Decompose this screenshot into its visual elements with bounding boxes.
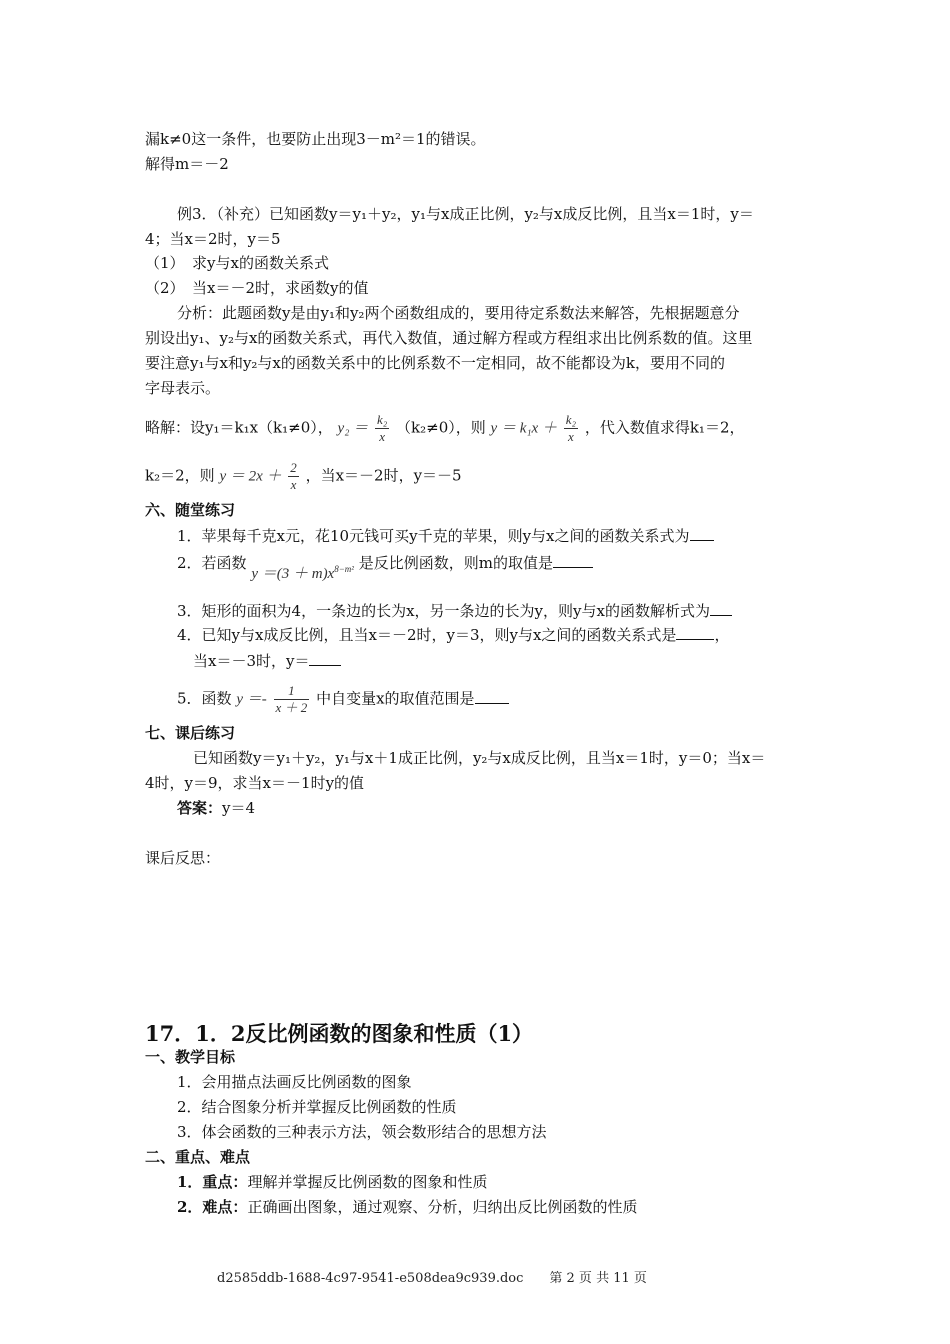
question-2: （2） 当x＝－2时，求函数y的值 [145, 279, 369, 297]
answer-line: 答案：y＝4 [177, 799, 256, 817]
text-segment: （k₂≠0），则 [396, 418, 486, 437]
fraction-k2-over-x: $\frac{\text{k₂}}{x}$ [376, 412, 388, 444]
difficult-point: 2．难点：正确画出图象，通过观察、分析，归纳出反比例函数的性质 [177, 1198, 638, 1216]
section-title: 17．1．2反比例函数的图象和性质（1） [145, 1021, 534, 1046]
example3-line2: 4；当x＝2时，y＝5 [145, 230, 281, 248]
analysis-line: 分析：此题函数y是由y₁和y₂两个函数组成的，要用待定系数法来解答，先根据题意分 [177, 304, 740, 322]
formula-y: y ＝ k₁x ＋ [490, 420, 557, 437]
text-segment: ，当x＝－2时，y＝－5 [305, 466, 462, 485]
goal-item: 3．体会函数的三种表示方法，领会数形结合的思想方法 [177, 1123, 547, 1141]
text-segment: 是反比例函数，则m的取值是 [358, 554, 554, 572]
solution-line1 [145, 412, 745, 445]
text-segment: 5．函数 [177, 689, 232, 708]
practice-item [177, 551, 593, 582]
homework-line: 4时，y＝9，求当x＝－1时y的值 [145, 774, 365, 792]
practice-item-cont: 当x＝－3时，y＝ [193, 649, 341, 672]
section-heading: 六、随堂练习 [145, 501, 236, 519]
solution-line2 [145, 460, 462, 493]
text-segment: 中自变量x的取值范围是 [316, 689, 475, 708]
practice-item [177, 683, 509, 716]
practice-item: 1．苹果每千克x元，花10元钱可买y千克的苹果，则y与x之间的函数关系式为 [177, 524, 714, 547]
text-segment: 略解：设y₁＝k₁x（k₁≠0）， [145, 418, 333, 437]
analysis-line: 要注意y₁与x和y₂与x的函数关系中的比例系数不一定相同，故不能都设为k，要用不同的 [145, 354, 725, 372]
fraction-k2-over-x: $\frac{\text{k₂}}{x}$ [565, 412, 577, 444]
homework-line: 已知函数y＝y₁＋y₂，y₁与x＋1成正比例，y₂与x成反比例，且当x＝1时，y＝0；当x＝ [193, 749, 766, 767]
analysis-line: 别设出y₁、y₂与x的函数关系式，再代入数值，通过解方程或方程组求出比例系数的值。这里 [145, 329, 753, 347]
fraction-1-over-x-plus-2: $\frac{1}{x + 2}$ [275, 683, 308, 715]
formula-y-2x: y ＝ 2x ＋ [219, 468, 282, 485]
text-segment: k₂＝2，则 [145, 466, 215, 485]
question-1: （1） 求y与x的函数关系式 [145, 254, 329, 272]
section-heading: 一、教学目标 [145, 1048, 236, 1066]
analysis-line: 字母表示。 [145, 379, 221, 397]
example3-line1: 例3．（补充）已知函数y＝y₁＋y₂，y₁与x成正比例，y₂与x成反比例，且当x＝1时，y＝ [177, 205, 754, 223]
formula-y: y ＝- [236, 691, 267, 708]
text-segment: 2．若函数 [177, 554, 247, 572]
reflection-label: 课后反思： [145, 849, 221, 867]
page-footer: d2585ddb-1688-4c97-9541-e508dea9c939.doc 第 2 页 共 11 页 [217, 1271, 647, 1286]
goal-item: 2．结合图象分析并掌握反比例函数的性质 [177, 1098, 457, 1116]
key-point: 1．重点：理解并掌握反比例函数的图象和性质 [177, 1173, 488, 1191]
text-line: 解得m＝－2 [145, 155, 229, 173]
text-segment: ，代入数值求得k₁＝2， [584, 418, 745, 437]
fraction-2-over-x: $\frac{2}{x}$ [290, 460, 297, 492]
goal-item: 1．会用描点法画反比例函数的图象 [177, 1073, 412, 1091]
text-line: 漏k≠0这一条件，也要防止出现3－m²＝1的错误。 [145, 130, 486, 148]
formula-y2: y₂ ＝ [337, 420, 369, 437]
practice-item: 4．已知y与x成反比例，且当x＝－2时，y＝3，则y与x之间的函数关系式是 ， [177, 623, 729, 646]
practice-item: 3．矩形的面积为4，一条边的长为x，另一条边的长为y，则y与x的函数解析式为 [177, 599, 732, 622]
section-heading: 七、课后练习 [145, 724, 236, 742]
formula-p2: $y =(3 + m)x^{8-m^2}$ [251, 564, 354, 582]
section-heading: 二、重点、难点 [145, 1148, 251, 1166]
